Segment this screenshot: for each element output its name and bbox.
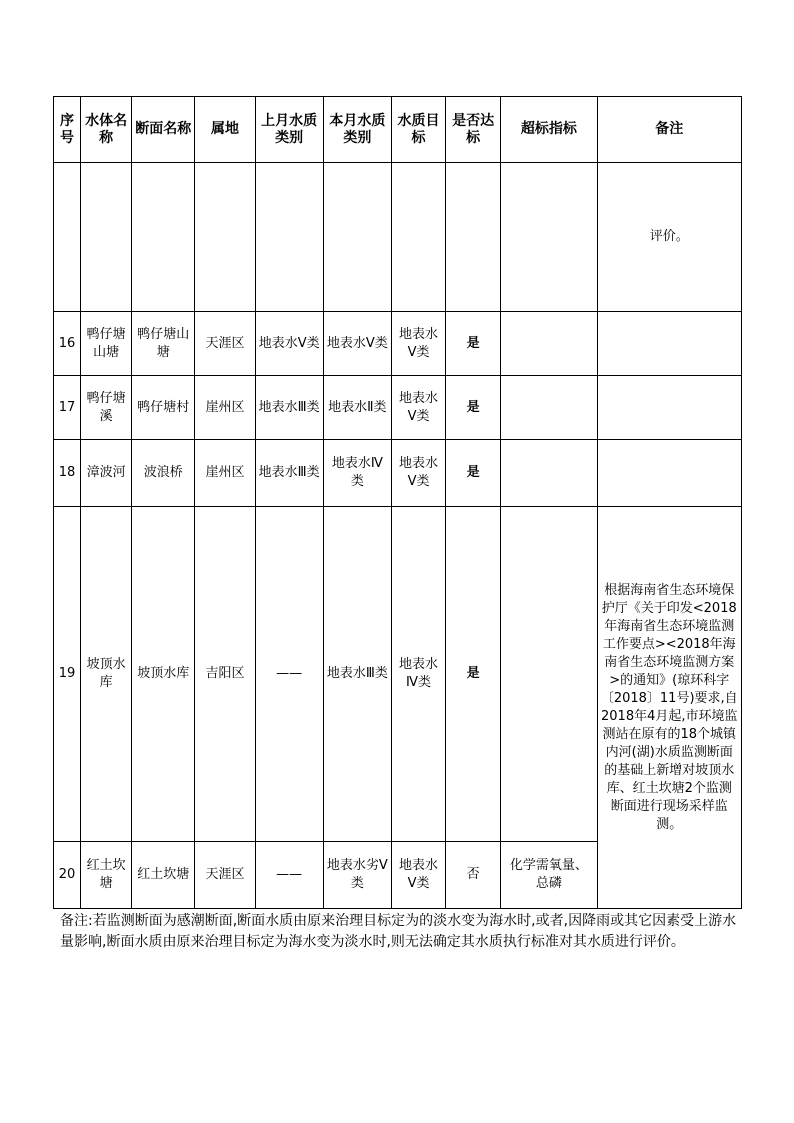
cell-exceed [501,312,597,376]
cell-target: 地表水Ⅴ类 [391,376,445,440]
cell-compliant: 是 [446,376,501,440]
cell-seq: 19 [54,507,81,842]
cell-section: 坡顶水库 [132,507,195,842]
cell-district: 吉阳区 [195,507,255,842]
header-seq: 序号 [54,97,81,163]
cell-exceed [501,376,597,440]
cell-this-month: 地表水劣Ⅴ类 [323,842,391,909]
cell-exceed [501,507,597,842]
cell-remark [597,376,741,440]
cell-seq: 18 [54,440,81,507]
cell-district: 崖州区 [195,440,255,507]
cell-section: 波浪桥 [132,440,195,507]
cell-exceed [501,440,597,507]
water-quality-table [53,96,742,909]
header-compliant: 是否达标 [446,97,501,163]
header-target: 水质目标 [391,97,445,163]
cell-empty [323,163,391,312]
cell-empty [54,163,81,312]
table-row [54,312,742,376]
table-row [54,507,742,842]
cell-last-month: 地表水Ⅴ类 [255,312,323,376]
cell-last-month: 地表水Ⅲ类 [255,376,323,440]
cell-compliant: 是 [446,507,501,842]
cell-section: 鸭仔塘山塘 [132,312,195,376]
cell-this-month: 地表水Ⅲ类 [323,507,391,842]
table-header-row [54,97,742,163]
header-last-month: 上月水质类别 [255,97,323,163]
cell-target: 地表水Ⅴ类 [391,842,445,909]
cell-water-body: 坡顶水库 [81,507,132,842]
cell-compliant: 是 [446,312,501,376]
cell-district: 崖州区 [195,376,255,440]
cell-section: 红土坎塘 [132,842,195,909]
table-row [54,440,742,507]
remark-new-sections: 根据海南省生态环境保护厅《关于印发<2018年海南省生态环境监测工作要点><2018年海南省生态环境监测方案>的通知》(琼环科字〔2018〕11号)要求,自2018年4月起,市环境监测站在原有的18个城镇内河(湖)水质监测断面的基础上新增对坡顶水库、红土坎塘2个监测断面进行现场采样监测。 [597,507,741,909]
header-water-body: 水体名称 [81,97,132,163]
cell-target: 地表水Ⅴ类 [391,312,445,376]
cell-seq: 17 [54,376,81,440]
cell-target: 地表水Ⅴ类 [391,440,445,507]
cell-water-body: 鸭仔塘溪 [81,376,132,440]
cell-compliant: 否 [446,842,501,909]
table-row [54,376,742,440]
cell-water-body: 漳波河 [81,440,132,507]
cell-water-body: 红土坎塘 [81,842,132,909]
cell-target: 地表水Ⅳ类 [391,507,445,842]
header-this-month: 本月水质类别 [323,97,391,163]
cell-last-month: —— [255,842,323,909]
header-exceed: 超标指标 [501,97,597,163]
continued-remark: 评价。 [597,163,741,312]
cell-last-month: 地表水Ⅲ类 [255,440,323,507]
header-remark: 备注 [597,97,741,163]
header-district: 属地 [195,97,255,163]
cell-water-body: 鸭仔塘山塘 [81,312,132,376]
cell-empty [501,163,597,312]
cell-last-month: —— [255,507,323,842]
cell-empty [391,163,445,312]
cell-section: 鸭仔塘村 [132,376,195,440]
cell-district: 天涯区 [195,842,255,909]
cell-seq: 16 [54,312,81,376]
cell-remark [597,440,741,507]
cell-empty [446,163,501,312]
header-section: 断面名称 [132,97,195,163]
cell-compliant: 是 [446,440,501,507]
cell-exceed: 化学需氧量、总磷 [501,842,597,909]
continuation-row [54,163,742,312]
cell-empty [255,163,323,312]
cell-this-month: 地表水Ⅴ类 [323,312,391,376]
cell-this-month: 地表水Ⅱ类 [323,376,391,440]
cell-remark [597,312,741,376]
cell-this-month: 地表水Ⅳ类 [323,440,391,507]
cell-empty [195,163,255,312]
cell-district: 天涯区 [195,312,255,376]
cell-seq: 20 [54,842,81,909]
cell-empty [81,163,132,312]
cell-empty [132,163,195,312]
footnote: 备注:若监测断面为感潮断面,断面水质由原来治理目标定为的淡水变为海水时,或者,因降雨或其它因素受上游水量影响,断面水质由原来治理目标定为海水变为淡水时,则无法确定其水质执行标准对其水质进行评价。 [60,913,737,950]
